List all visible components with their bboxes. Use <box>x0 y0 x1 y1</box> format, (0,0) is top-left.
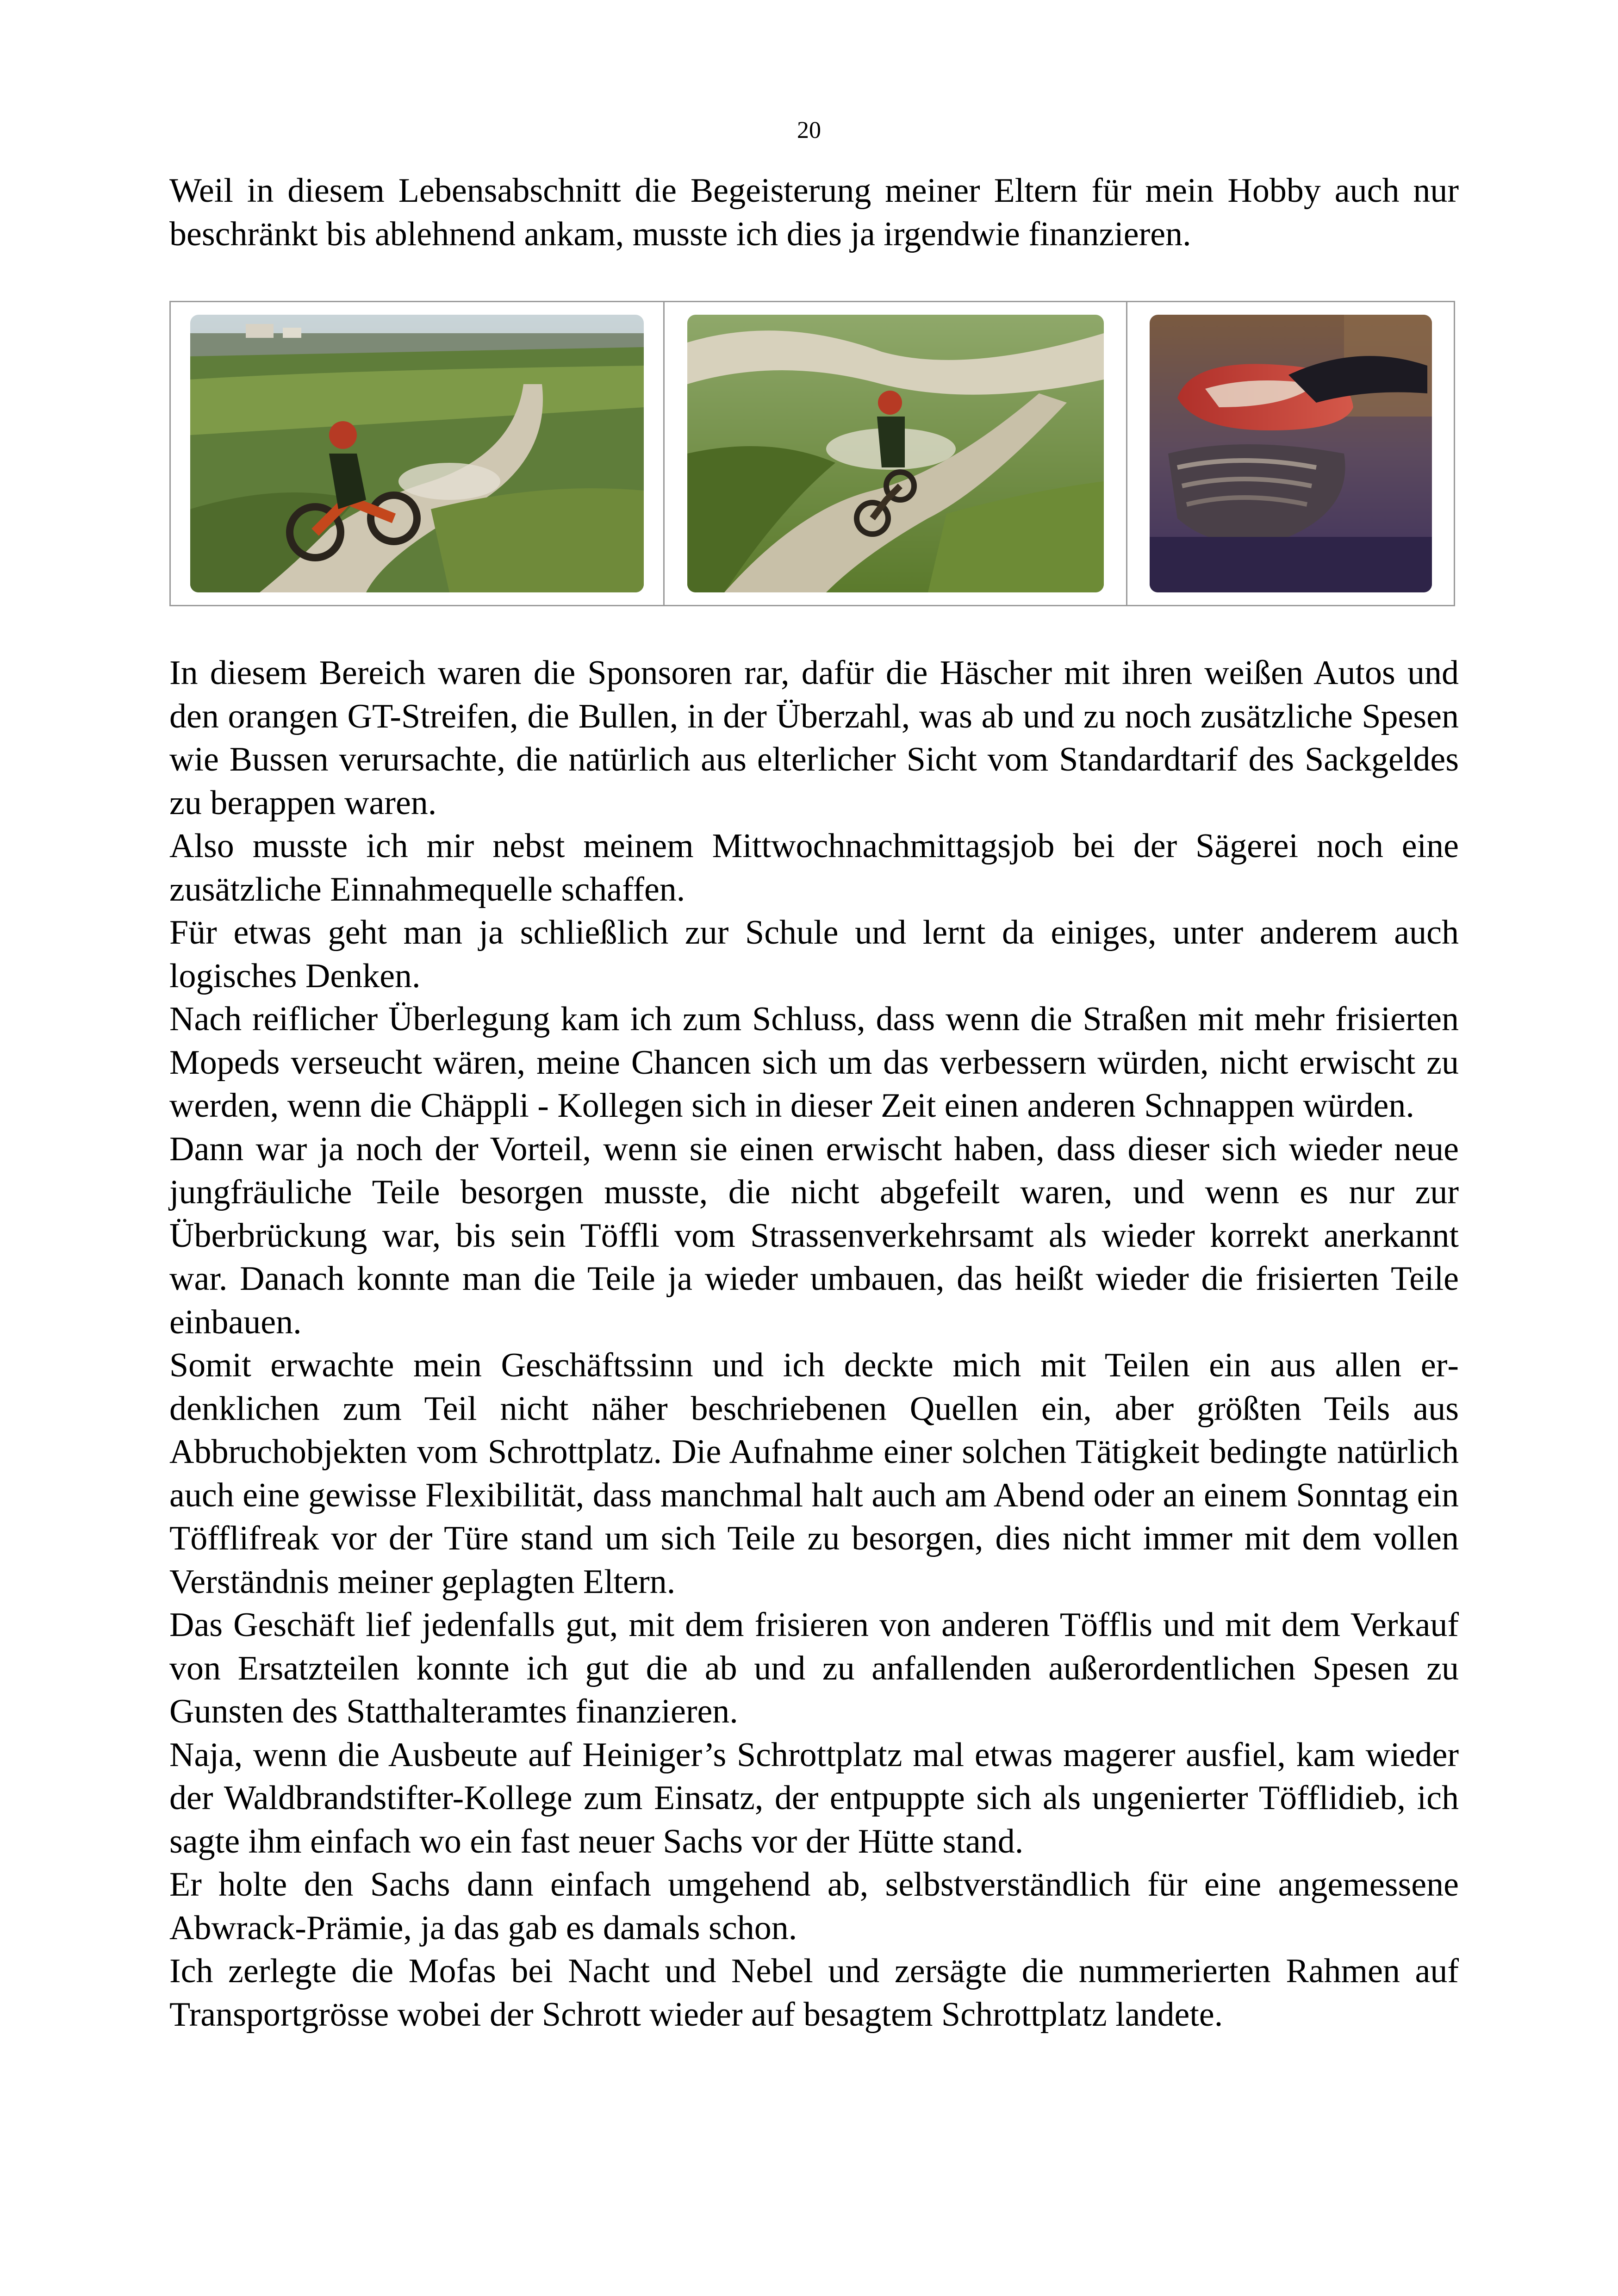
paragraph: Somit erwachte mein Geschäftssinn und ich deckte mich mit Teilen ein aus allen erdenklichen zum Teil nicht näher beschriebenen Quellen ein, aber größten Teils aus Abbruchobjekten vom Schrottplatz. Die Aufnahme einer solchen Tätigkeit bedingte natürlich auch eine gewisse Flexibilität, dass manchmal halt auch am Abend oder an einem Sonntag ein Töfflifreak vor der Türe stand um sich Teile zu besorgen, dies nicht immer mit dem vollen Verständnis meiner geplagten Eltern. <box>169 1346 1459 1601</box>
body-text <box>169 652 1459 2036</box>
intro-text <box>169 169 1459 256</box>
photo-strip <box>169 301 1455 606</box>
paragraph: Nach reiflicher Überlegung kam ich zum Schluss, dass wenn die Straßen mit mehr frisierten Mopeds verseucht wären, meine Chancen sich um das verbessern würden, nicht erwischt zu werden, wenn die Chäppli - Kollegen sich in dieser Zeit einen anderen Schnappen würden. <box>169 1000 1459 1125</box>
paragraph: Also musste ich mir nebst meinem Mittwochnachmittagsjob bei der Sägerei noch eine zusätzliche Einnahmequelle schaffen. <box>169 827 1459 908</box>
photo-cell-1 <box>171 302 663 605</box>
motocross-rider-photo-icon <box>190 315 644 592</box>
intro-paragraph: Weil in diesem Lebensabschnitt die Begeisterung meiner Eltern für mein Hobby auch nur beschränkt bis ablehnend ankam, musste ich dies ja irgendwie finanzieren. <box>169 172 1459 253</box>
paragraph: Dann war ja noch der Vorteil, wenn sie einen erwischt haben, dass dieser sich wieder neue jungfräuliche Teile besorgen musste, die nicht abgefeilt waren, und wenn es nur zur Überbrückung war, bis sein Töffli vom Strassenverkehrsamt als wieder korrekt anerkannt war. Danach konnte man die Teile ja wieder umbauen, das heißt wieder die frisierten Teile einbauen. <box>169 1130 1459 1341</box>
paragraph: Für etwas geht man ja schließlich zur Schule und lernt da einiges, unter anderem auch logisches Denken. <box>169 914 1459 995</box>
photo-cell-3 <box>1126 302 1454 605</box>
photo-cell-2 <box>663 302 1126 605</box>
paragraph: Das Geschäft lief jedenfalls gut, mit dem frisieren von anderen Töfflis und mit dem Verkauf von Ersatzteilen konnte ich gut die ab und zu anfallenden außerordentlichen Spesen zu Gunsten des Statthalteramtes finanzieren. <box>169 1606 1459 1730</box>
paragraph: Ich zerlegte die Mofas bei Nacht und Nebel und zersägte die nummerierten Rahmen auf Transportgrösse wobei der Schrott wieder auf besagtem Schrottplatz landete. <box>169 1952 1459 2034</box>
moped-closeup-photo-icon <box>1150 315 1432 592</box>
paragraph: Naja, wenn die Ausbeute auf Heiniger’s Schrottplatz mal etwas magerer ausfiel, kam wieder der Waldbrandstifter-Kollege zum Einsatz, der entpuppte sich als ungenierter Töfflidieb, ich sagte ihm einfach wo ein fast neuer Sachs vor der Hütte stand. <box>169 1736 1459 1860</box>
page-number: 20 <box>797 117 821 143</box>
paragraph: In diesem Bereich waren die Sponsoren rar, dafür die Häscher mit ihren weißen Autos und den orangen GT-Streifen, die Bullen, in der Überzahl, was ab und zu noch zusätzliche Spesen wie Bussen verursachte, die natürlich aus elterlicher Sicht vom Standardtarif des Sackgeldes zu berappen waren. <box>169 654 1459 822</box>
paragraph: Er holte den Sachs dann einfach umgehend ab, selbstverständlich für eine angemessene Abwrack-Prämie, ja das gab es damals schon. <box>169 1866 1459 1947</box>
motocross-jump-photo-icon <box>687 315 1104 592</box>
